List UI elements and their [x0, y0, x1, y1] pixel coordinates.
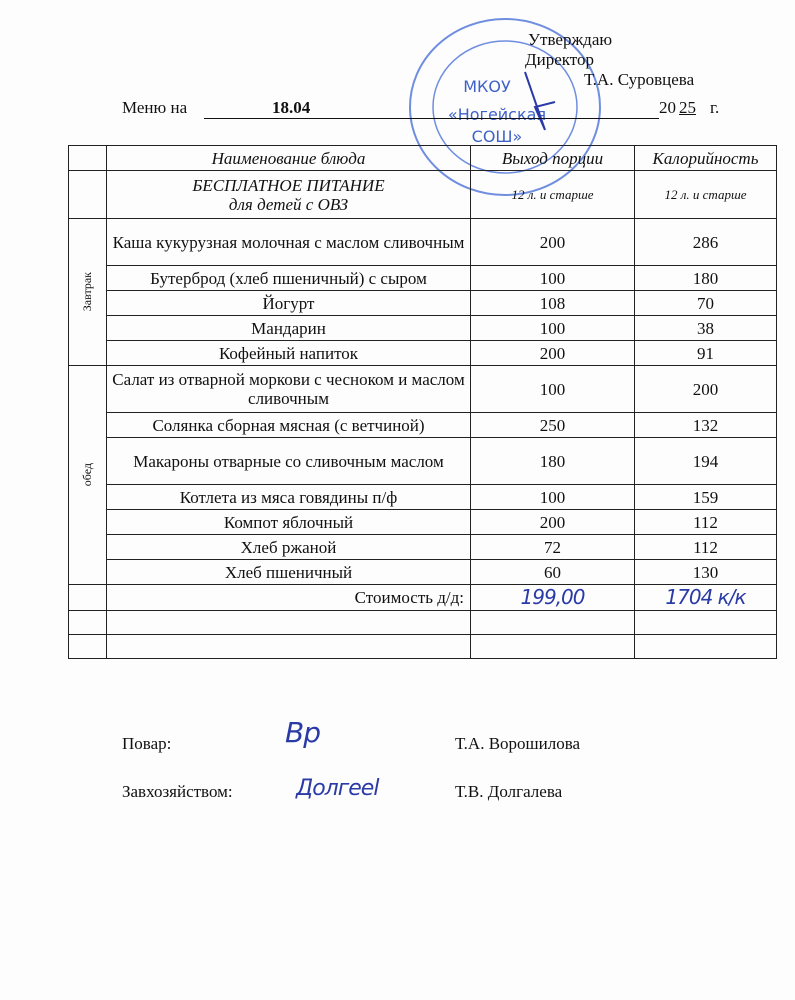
empty-cell — [635, 635, 777, 659]
empty-cell — [107, 611, 471, 635]
empty-cell — [69, 635, 107, 659]
table-row — [69, 316, 777, 341]
menu-table — [68, 145, 777, 659]
dish-calories: 180 — [635, 266, 777, 291]
empty-cell — [471, 635, 635, 659]
empty-cell — [635, 611, 777, 635]
section-label: обед — [80, 463, 94, 487]
cost-label: Стоимость д/д: — [107, 585, 471, 611]
program-row — [69, 171, 777, 219]
age-calories: 12 л. и старше — [635, 171, 777, 219]
dish-name: Компот яблочный — [107, 510, 471, 535]
table-row — [69, 266, 777, 291]
empty-row — [69, 635, 777, 659]
header-dish: Наименование блюда — [107, 146, 471, 171]
stamp-org: МКОУ — [463, 77, 511, 96]
dish-portion: 100 — [471, 266, 635, 291]
table-row — [69, 341, 777, 366]
dish-portion: 200 — [471, 219, 635, 266]
dish-calories: 38 — [635, 316, 777, 341]
dish-name: Бутерброд (хлеб пшеничный) с сыром — [107, 266, 471, 291]
program-title — [107, 171, 471, 219]
header-calories: Калорийность — [635, 146, 777, 171]
approval-director-name: Т.А. Суровцева — [584, 70, 695, 89]
dish-name: Котлета из мяса говядины п/ф — [107, 485, 471, 510]
dish-name: Каша кукурузная молочная с маслом сливочным — [107, 219, 471, 266]
stamp-name: «Ногейская — [447, 105, 547, 124]
header-portion: Выход порции — [471, 146, 635, 171]
header-empty-cell — [69, 146, 107, 171]
section-label: Завтрак — [80, 272, 94, 312]
supply-manager-name: Т.В. Долгалева — [455, 782, 563, 801]
dish-portion: 60 — [471, 560, 635, 585]
dish-name: Йогурт — [107, 291, 471, 316]
supply-manager-signature: Долгееl — [296, 776, 379, 801]
dish-name: Кофейный напиток — [107, 341, 471, 366]
dish-name: Мандарин — [107, 316, 471, 341]
dish-calories: 132 — [635, 413, 777, 438]
dish-portion: 100 — [471, 366, 635, 413]
menu-date-line — [122, 98, 742, 122]
dish-portion: 108 — [471, 291, 635, 316]
table-row — [69, 219, 777, 266]
table-row — [69, 413, 777, 438]
dish-name: Солянка сборная мясная (с ветчиной) — [107, 413, 471, 438]
dish-calories: 112 — [635, 535, 777, 560]
table-header-row — [69, 146, 777, 171]
empty-cell — [107, 635, 471, 659]
dish-portion: 200 — [471, 341, 635, 366]
year-suffix: г. — [710, 98, 720, 117]
empty-row — [69, 611, 777, 635]
cost-calories: 1704 к/к — [635, 585, 777, 611]
dish-calories: 194 — [635, 438, 777, 485]
table-row — [69, 366, 777, 413]
supply-manager-role: Завхозяйством: — [122, 782, 233, 801]
approval-position: Директор — [525, 50, 594, 69]
age-portion: 12 л. и старше — [471, 171, 635, 219]
menu-prefix: Меню на — [122, 98, 188, 117]
approval-title: Утверждаю — [528, 30, 613, 49]
cost-empty-cell — [69, 585, 107, 611]
program-title-line2: для детей с ОВЗ — [228, 194, 349, 214]
cook-name: Т.А. Ворошилова — [455, 734, 581, 753]
dish-portion: 200 — [471, 510, 635, 535]
program-title-line1: БЕСПЛАТНОЕ ПИТАНИЕ — [192, 175, 385, 195]
table-row — [69, 560, 777, 585]
stamp-name2: СОШ» — [471, 127, 523, 146]
year-prefix: 20 — [659, 98, 676, 117]
empty-cell — [471, 611, 635, 635]
dish-calories: 200 — [635, 366, 777, 413]
section-breakfast — [69, 219, 107, 366]
dish-calories: 70 — [635, 291, 777, 316]
dish-calories: 286 — [635, 219, 777, 266]
dish-portion: 100 — [471, 485, 635, 510]
dish-name: Макароны отварные со сливочным маслом — [107, 438, 471, 485]
approval-block — [520, 30, 694, 90]
menu-date: 18.04 — [272, 98, 311, 117]
dish-calories: 159 — [635, 485, 777, 510]
table-row — [69, 291, 777, 316]
program-empty-cell — [69, 171, 107, 219]
dish-calories: 91 — [635, 341, 777, 366]
cost-value: 199,00 — [471, 585, 635, 611]
cost-row — [69, 585, 777, 611]
year-value: 25 — [679, 98, 696, 117]
cook-role: Повар: — [122, 734, 172, 753]
dish-name: Салат из отварной моркови с чесноком и маслом сливочным — [107, 366, 471, 413]
cook-signature: Вр — [285, 716, 320, 749]
dish-name: Хлеб ржаной — [107, 535, 471, 560]
table-row — [69, 438, 777, 485]
dish-portion: 72 — [471, 535, 635, 560]
table-row — [69, 510, 777, 535]
dish-portion: 100 — [471, 316, 635, 341]
dish-calories: 130 — [635, 560, 777, 585]
dish-calories: 112 — [635, 510, 777, 535]
section-lunch — [69, 366, 107, 585]
empty-cell — [69, 611, 107, 635]
dish-portion: 180 — [471, 438, 635, 485]
dish-portion: 250 — [471, 413, 635, 438]
table-row — [69, 485, 777, 510]
table-row — [69, 535, 777, 560]
dish-name: Хлеб пшеничный — [107, 560, 471, 585]
